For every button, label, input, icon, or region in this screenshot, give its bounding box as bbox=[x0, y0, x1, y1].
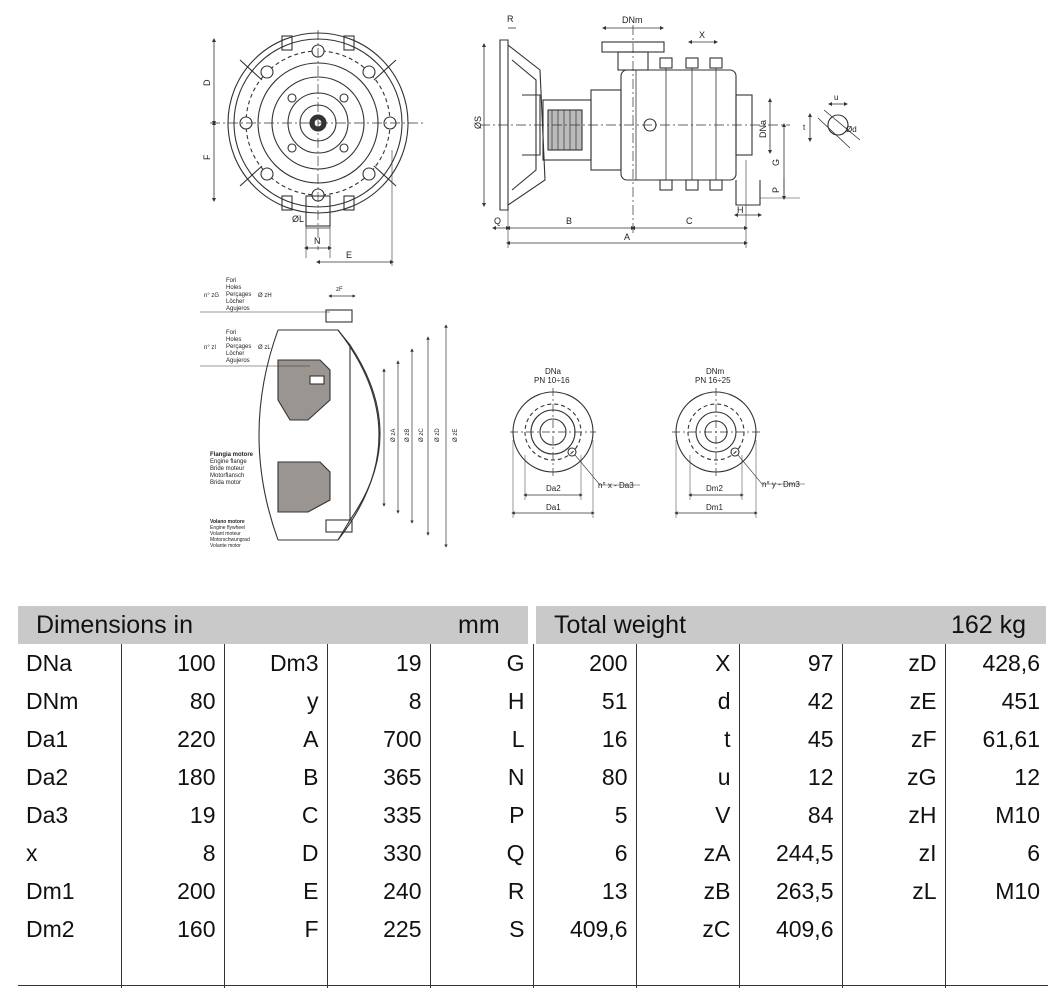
param-name-cell: L bbox=[430, 720, 533, 758]
param-name-cell: zD bbox=[842, 644, 945, 682]
table-row bbox=[18, 720, 1048, 758]
dimensions-title: Dimensions in bbox=[36, 611, 194, 639]
param-value-cell: 263,5 bbox=[739, 872, 842, 910]
side-view-drawing bbox=[480, 25, 860, 248]
param-value-cell: 45 bbox=[739, 720, 842, 758]
dimensions-unit: mm bbox=[458, 611, 500, 639]
flange-m-dm1: Dm1 bbox=[706, 503, 723, 512]
param-name-cell bbox=[842, 910, 945, 948]
table-row bbox=[18, 682, 1048, 720]
param-name-cell: zA bbox=[636, 834, 739, 872]
param-value-cell: 180 bbox=[121, 758, 224, 796]
dim-label-s: ØS bbox=[473, 115, 483, 129]
param-name-cell: G bbox=[430, 644, 533, 682]
dim-label-l: ØL bbox=[292, 214, 305, 224]
param-name-cell: DNm bbox=[26, 688, 79, 714]
dim-label-dnm: DNm bbox=[622, 15, 643, 25]
dim-label-p: P bbox=[771, 186, 781, 193]
param-name-cell: zE bbox=[842, 682, 945, 720]
table-row bbox=[18, 910, 1048, 948]
param-value-cell bbox=[739, 948, 842, 988]
volano-motore-1: Engine flywheel bbox=[210, 525, 246, 531]
dim-label-n: N bbox=[314, 236, 321, 246]
flange-motore-0: Flangia motore bbox=[210, 452, 254, 458]
table-row bbox=[18, 834, 1048, 872]
holes-h-label-1: Holes bbox=[226, 285, 242, 291]
dimensions-header bbox=[18, 606, 528, 644]
param-value-cell: 220 bbox=[121, 720, 224, 758]
dim-label-t: t bbox=[803, 123, 806, 132]
param-value-cell: 6 bbox=[945, 834, 1048, 872]
table-row bbox=[18, 948, 1048, 988]
param-value-cell: 8 bbox=[121, 834, 224, 872]
param-value-cell: 160 bbox=[121, 910, 224, 948]
param-value-cell: 5 bbox=[533, 796, 636, 834]
param-name-cell: F bbox=[224, 910, 327, 948]
flange-a-pn: PN 10÷16 bbox=[534, 376, 570, 385]
dim-label-u: u bbox=[834, 93, 839, 102]
param-value-cell bbox=[121, 948, 224, 988]
param-value-cell: M10 bbox=[945, 796, 1048, 834]
param-name-cell: Da1 bbox=[26, 726, 69, 752]
dim-label-dna: DNa bbox=[758, 119, 768, 138]
param-value-cell bbox=[533, 948, 636, 988]
dim-label-r: R bbox=[507, 14, 514, 24]
holes-l-label-1: Holes bbox=[226, 337, 242, 343]
holes-h-label-2: Perçages bbox=[226, 292, 252, 298]
flange-motore-3: Motorflansch bbox=[210, 473, 245, 479]
param-name-cell: E bbox=[224, 872, 327, 910]
param-value-cell: 225 bbox=[327, 910, 430, 948]
param-value-cell: 428,6 bbox=[945, 644, 1048, 682]
zf-label: zF bbox=[336, 287, 343, 293]
param-value-cell: 97 bbox=[739, 644, 842, 682]
param-name-cell: zH bbox=[842, 796, 945, 834]
param-value-cell: 42 bbox=[739, 682, 842, 720]
param-value-cell: 13 bbox=[533, 872, 636, 910]
param-value-cell: 200 bbox=[121, 872, 224, 910]
param-name-cell: C bbox=[224, 796, 327, 834]
dia-label-ze: Ø zE bbox=[453, 428, 459, 442]
flywheel-section-labels bbox=[204, 278, 459, 549]
dia-label-zb: Ø zB bbox=[405, 428, 411, 442]
dim-label-f: F bbox=[202, 154, 212, 160]
param-name-cell bbox=[224, 948, 327, 988]
param-value-cell: 84 bbox=[739, 796, 842, 834]
param-name-cell: Da3 bbox=[26, 802, 69, 828]
flange-a-holes: n° x - Da3 bbox=[598, 481, 634, 490]
holes-h-label-3: Löcher bbox=[226, 299, 245, 305]
param-name-cell: A bbox=[224, 720, 327, 758]
n-zi-label: n° zI bbox=[204, 345, 217, 351]
holes-l-label-2: Perçages bbox=[226, 344, 252, 350]
volano-motore-3: Motorschwungrad bbox=[210, 537, 250, 543]
flange-m-pn: PN 16÷25 bbox=[695, 376, 731, 385]
param-name-cell bbox=[18, 948, 121, 988]
dia-label-za: Ø zA bbox=[391, 428, 397, 442]
flange-m-holes: n° y - Dm3 bbox=[762, 480, 800, 489]
param-name-cell bbox=[636, 948, 739, 988]
param-value-cell: 12 bbox=[945, 758, 1048, 796]
flange-motore-1: Engine flange bbox=[210, 459, 247, 465]
param-name-cell: t bbox=[636, 720, 739, 758]
param-value-cell: 240 bbox=[327, 872, 430, 910]
weight-value: 162 kg bbox=[950, 611, 1026, 639]
param-name-cell: Q bbox=[430, 834, 533, 872]
dim-label-g: G bbox=[771, 158, 781, 166]
weight-title: Total weight bbox=[554, 611, 687, 639]
param-name-cell: D bbox=[224, 834, 327, 872]
param-value-cell: 330 bbox=[327, 834, 430, 872]
holes-l-label-3: Löcher bbox=[226, 351, 245, 357]
param-name-cell: N bbox=[430, 758, 533, 796]
param-name-cell: S bbox=[430, 910, 533, 948]
volano-motore-2: Volant moteur bbox=[210, 531, 241, 537]
param-value-cell: 244,5 bbox=[739, 834, 842, 872]
param-name-cell: X bbox=[636, 644, 739, 682]
flange-m-title: DNm bbox=[706, 367, 725, 376]
param-name-cell: zI bbox=[842, 834, 945, 872]
param-value-cell: 19 bbox=[121, 796, 224, 834]
param-name-cell: x bbox=[26, 840, 38, 866]
dim-label-q: Q bbox=[494, 216, 502, 226]
param-name-cell: Dm3 bbox=[224, 644, 327, 682]
zh-label: Ø zH bbox=[258, 293, 272, 299]
flange-a-drawing bbox=[510, 388, 640, 518]
param-value-cell: 19 bbox=[327, 644, 430, 682]
param-name-cell: H bbox=[430, 682, 533, 720]
param-name-cell: Da2 bbox=[26, 764, 69, 790]
param-value-cell: 8 bbox=[327, 682, 430, 720]
n-zg-label: n° zG bbox=[204, 293, 220, 299]
dia-label-zc: Ø zC bbox=[419, 428, 425, 442]
param-value-cell bbox=[945, 910, 1048, 948]
param-value-cell: 12 bbox=[739, 758, 842, 796]
dim-label-b: B bbox=[566, 216, 573, 226]
param-name-cell: u bbox=[636, 758, 739, 796]
param-value-cell: 409,6 bbox=[739, 910, 842, 948]
param-value-cell: 365 bbox=[327, 758, 430, 796]
param-name-cell: zC bbox=[636, 910, 739, 948]
dim-label-c: C bbox=[686, 216, 693, 226]
param-name-cell: V bbox=[636, 796, 739, 834]
param-value-cell: 80 bbox=[121, 682, 224, 720]
param-value-cell bbox=[327, 948, 430, 988]
table-row bbox=[18, 796, 1048, 834]
param-name-cell bbox=[430, 948, 533, 988]
dim-label-e: E bbox=[346, 250, 353, 260]
param-value-cell: 6 bbox=[533, 834, 636, 872]
dim-label-d-small: Ød bbox=[846, 125, 857, 134]
param-name-cell: zF bbox=[842, 720, 945, 758]
flange-m-dm2: Dm2 bbox=[706, 484, 723, 493]
param-name-cell bbox=[842, 948, 945, 988]
param-value-cell: 700 bbox=[327, 720, 430, 758]
param-name-cell: Dm2 bbox=[26, 916, 75, 942]
table-row bbox=[18, 758, 1048, 796]
zl-label: Ø zL bbox=[258, 345, 271, 351]
param-name-cell: B bbox=[224, 758, 327, 796]
param-value-cell: 16 bbox=[533, 720, 636, 758]
dim-label-a: A bbox=[624, 232, 631, 242]
param-value-cell: 80 bbox=[533, 758, 636, 796]
param-value-cell: 451 bbox=[945, 682, 1048, 720]
volano-motore-0: Volano motore bbox=[210, 519, 245, 525]
param-name-cell: DNa bbox=[26, 650, 73, 676]
flywheel-section-drawing bbox=[200, 296, 446, 546]
dimensions-table bbox=[18, 644, 1048, 988]
holes-h-label-0: Fori bbox=[226, 278, 237, 284]
param-name-cell: P bbox=[430, 796, 533, 834]
param-value-cell: 61,61 bbox=[945, 720, 1048, 758]
dim-label-d: D bbox=[202, 79, 212, 86]
table-row bbox=[18, 872, 1048, 910]
param-name-cell: Dm1 bbox=[26, 878, 75, 904]
param-value-cell: 335 bbox=[327, 796, 430, 834]
param-name-cell: zB bbox=[636, 872, 739, 910]
param-name-cell: y bbox=[224, 682, 327, 720]
flange-a-title: DNa bbox=[545, 367, 562, 376]
dia-label-zd: Ø zD bbox=[435, 428, 441, 442]
flange-motore-4: Brida motor bbox=[210, 480, 242, 486]
flange-a-da2: Da2 bbox=[546, 484, 561, 493]
param-value-cell: 200 bbox=[533, 644, 636, 682]
flange-m-drawing bbox=[672, 388, 805, 518]
holes-l-label-0: Fori bbox=[226, 330, 237, 336]
flange-a-da1: Da1 bbox=[546, 503, 561, 512]
param-value-cell: 100 bbox=[121, 644, 224, 682]
param-value-cell: 51 bbox=[533, 682, 636, 720]
weight-header bbox=[536, 606, 1046, 644]
front-view-drawing bbox=[210, 30, 426, 266]
param-value-cell: M10 bbox=[945, 872, 1048, 910]
dim-label-x: X bbox=[699, 30, 706, 40]
param-name-cell: zG bbox=[842, 758, 945, 796]
param-value-cell: 409,6 bbox=[533, 910, 636, 948]
flange-motore-2: Bride moteur bbox=[210, 466, 245, 472]
dim-label-h: H bbox=[737, 205, 744, 215]
volano-motore-4: Volante motor bbox=[210, 543, 241, 549]
param-name-cell: R bbox=[430, 872, 533, 910]
param-name-cell: zL bbox=[842, 872, 945, 910]
param-value-cell bbox=[945, 948, 1048, 988]
holes-h-label-4: Agujeros bbox=[226, 306, 250, 312]
holes-l-label-4: Agujeros bbox=[226, 358, 250, 364]
param-name-cell: d bbox=[636, 682, 739, 720]
table-row bbox=[18, 644, 1048, 682]
